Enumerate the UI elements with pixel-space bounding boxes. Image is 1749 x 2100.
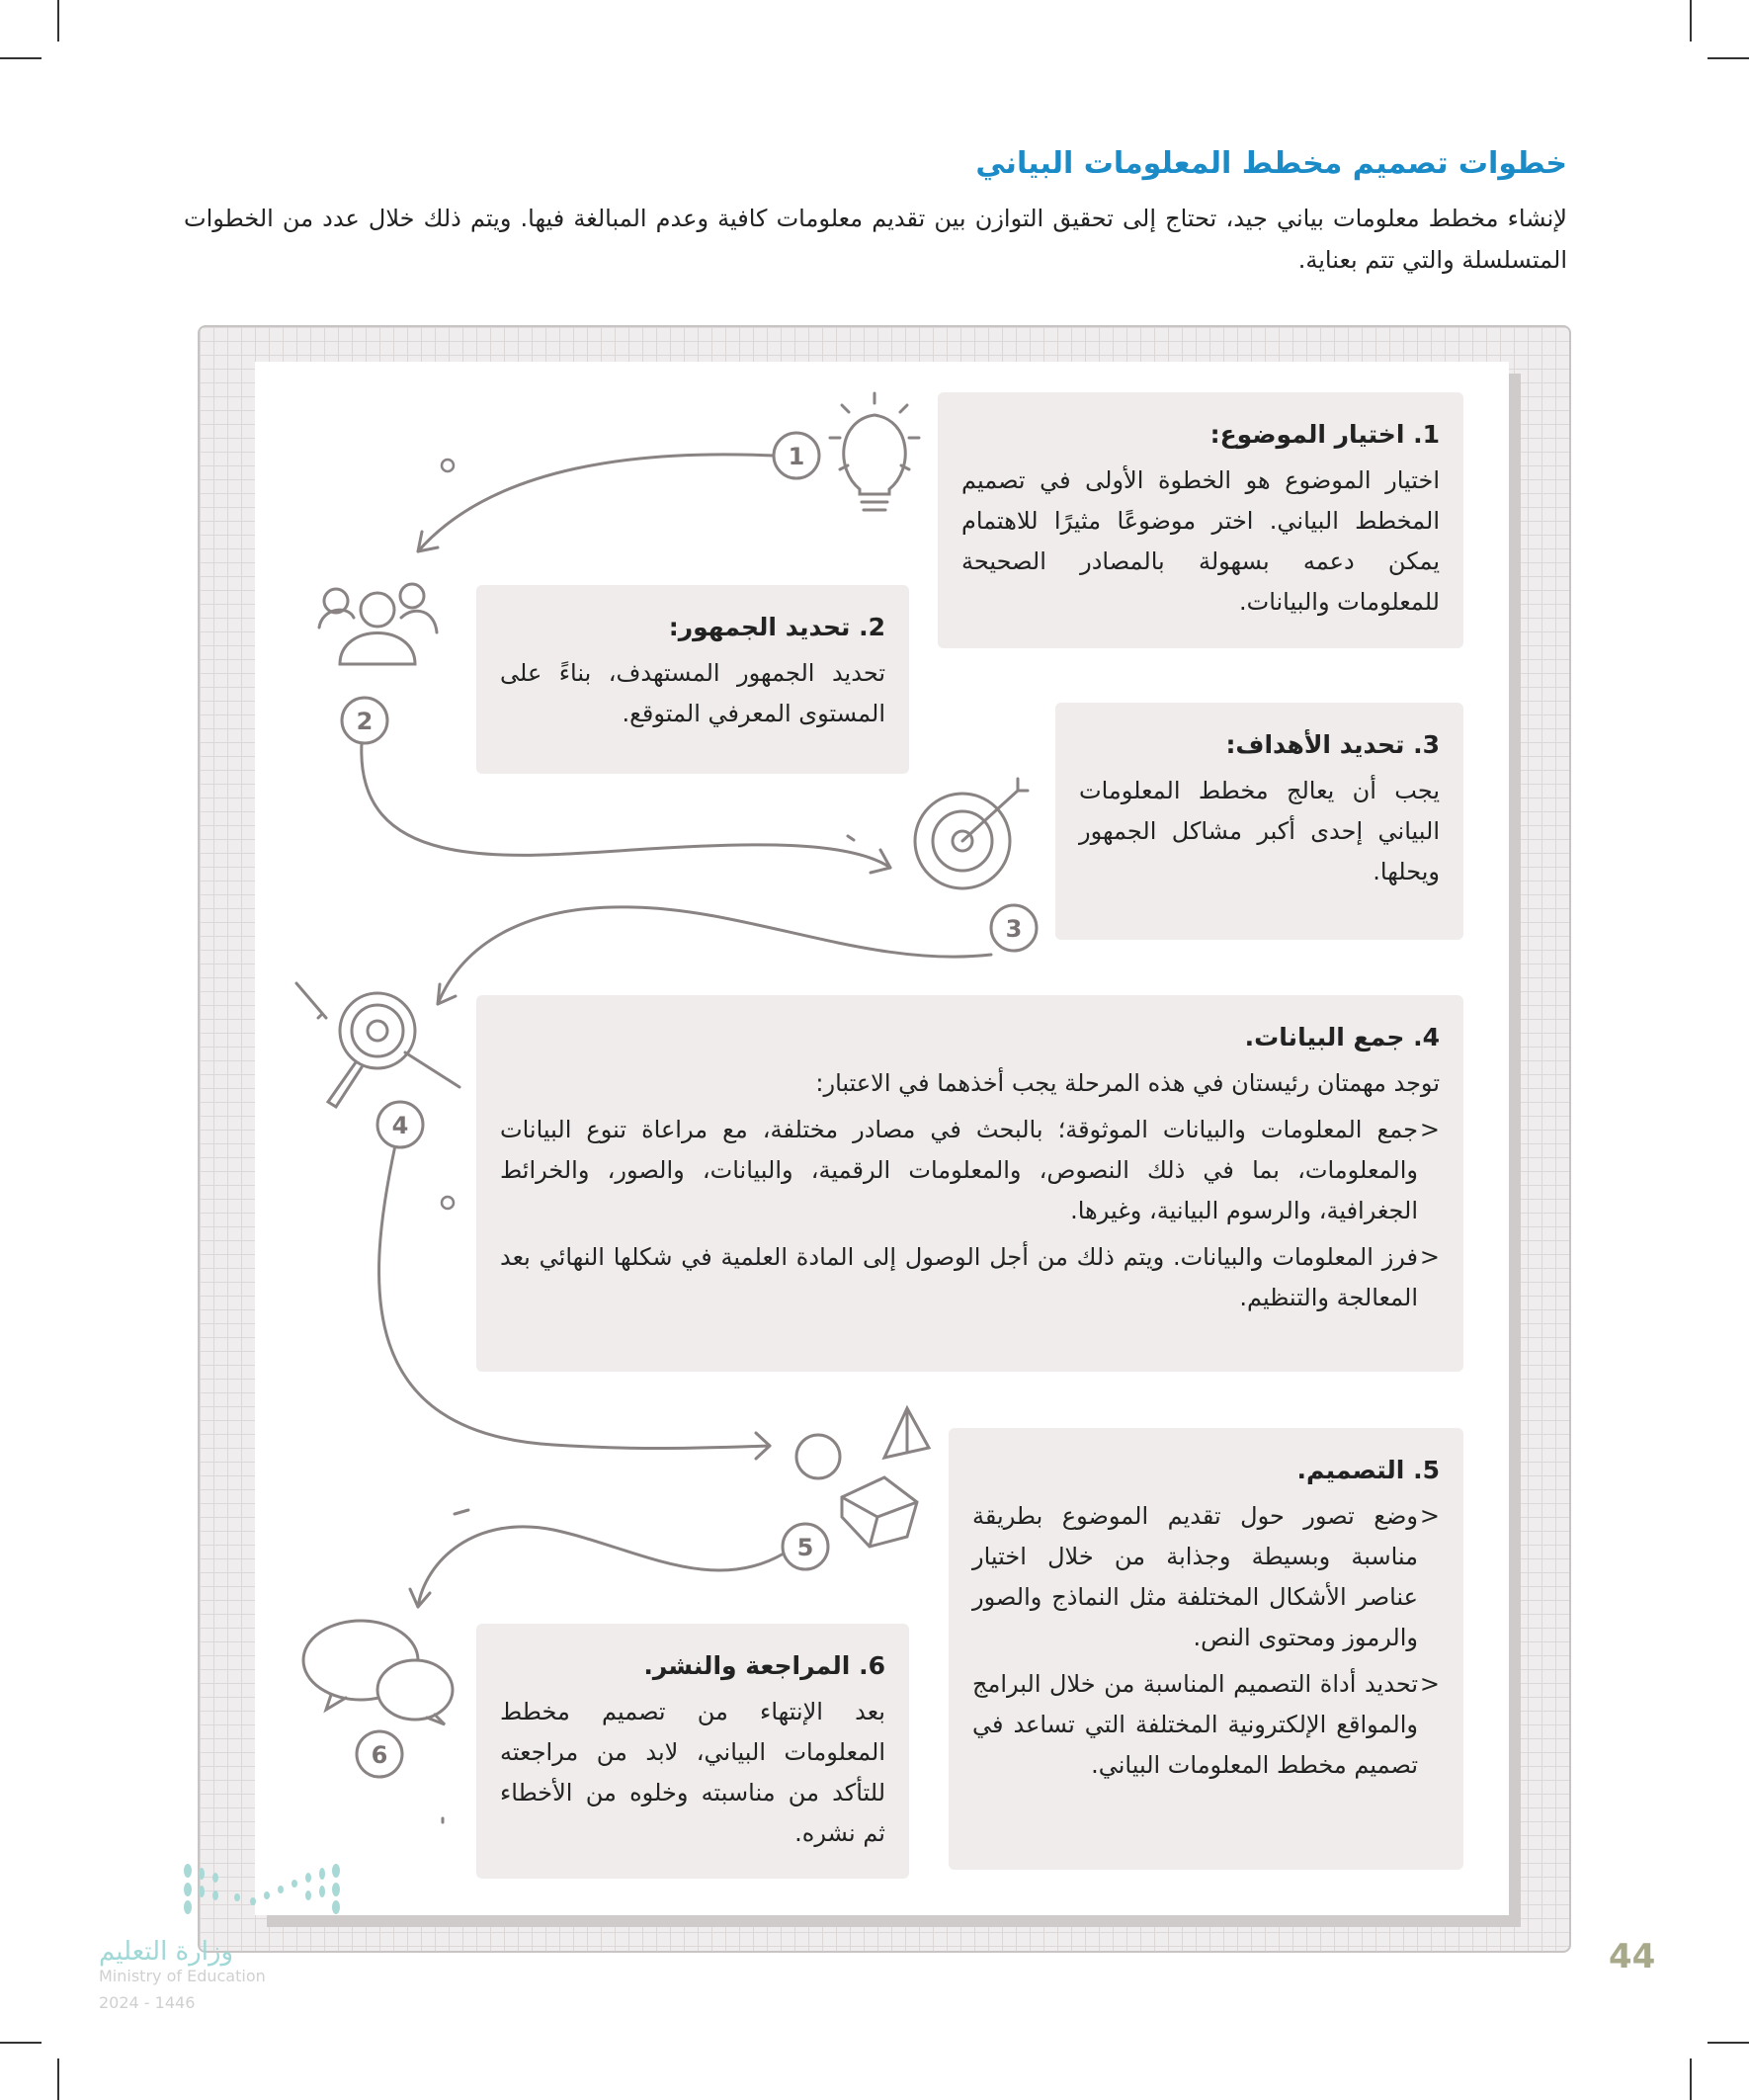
logo-arabic: وزارة التعليم (99, 1937, 234, 1967)
step-title: 2. تحديد الجمهور: (668, 613, 885, 641)
step-title: 6. المراجعة والنشر. (643, 1651, 885, 1680)
ministry-logo (99, 1937, 266, 2012)
intro-paragraph: لإنشاء مخطط معلومات بياني جيد، تحتاج إلى تحقيق التوازن بين تقديم معلومات كافية وعدم المبالغة فيها. ويتم ذلك خلال عدد من الخطوات المتسلسلة والتي تتم بعناية. (184, 205, 1567, 274)
list-item-text: فرز المعلومات والبيانات. ويتم ذلك من أجل الوصول إلى المادة العلمية في شكلها النهائي بعد المعالجة والتنظيم. (500, 1243, 1418, 1311)
step-number-text: 3 (1005, 915, 1023, 943)
bullet-icon: < (1419, 1116, 1440, 1143)
bullet-icon: < (1419, 1502, 1440, 1530)
step-text: تحديد الجمهور المستهدف، بناءً على المستوى المعرفي المتوقع. (500, 659, 885, 727)
list-item-text: جمع المعلومات والبيانات الموثوقة؛ بالبحث في مصادر مختلفة، مع مراعاة تنوع البيانات والمعلومات، بما في ذلك النصوص، والمعلومات الرقمية، والبيانات، والصور، والخرائط الجغرافية، والرسوم البيانية، وغيرها. (500, 1116, 1418, 1224)
year-label: 2024 - 1446 (99, 1993, 196, 2012)
list-item-text: وضع تصور حول تقديم الموضوع بطريقة مناسبة وبسيطة وجذابة من خلال اختيار عناصر الأشكال المختلفة مثل النماذج والصور والرموز ومحتوى النص. (972, 1502, 1418, 1651)
step-number-text: 4 (391, 1112, 409, 1139)
logo-english: Ministry of Education (99, 1967, 266, 1985)
step-number-text: 2 (356, 708, 374, 735)
section-title: خطوات تصميم مخطط المعلومات البياني (975, 146, 1567, 181)
step-number-text: 1 (788, 443, 805, 470)
list-item-text: تحديد أداة التصميم المناسبة من خلال البرامج والمواقع الإلكترونية المختلفة التي تساعد في تصميم مخطط المعلومات البياني. (972, 1670, 1418, 1779)
page-number: 44 (1609, 1937, 1656, 1976)
step-text: بعد الإنتهاء من تصميم مخطط المعلومات البياني، لابد من مراجعته للتأكد من مناسبته وخلوه من الأخطاء ثم نشره. (500, 1698, 885, 1847)
step-text: يجب أن يعالج مخطط المعلومات البياني إحدى أكبر مشاكل الجمهور ويحلها. (1079, 777, 1440, 885)
step-title: 3. تحديد الأهداف: (1225, 730, 1440, 759)
bullet-icon: < (1419, 1670, 1440, 1698)
step-title: 1. اختيار الموضوع: (1209, 420, 1440, 449)
step-title: 4. جمع البيانات. (1244, 1023, 1440, 1051)
step-title: 5. التصميم. (1296, 1456, 1440, 1484)
step-text: توجد مهمتان رئيستان في هذه المرحلة يجب أخذهما في الاعتبار: (815, 1069, 1440, 1097)
step-number-text: 6 (371, 1741, 388, 1769)
step-text: اختيار الموضوع هو الخطوة الأولى في تصميم المخطط البياني. اختر موضوعًا مثيرًا للاهتمام يمكن دعمه بسهولة بالمصادر الصحيحة للمعلومات والبيانات. (961, 466, 1440, 616)
bullet-icon: < (1419, 1243, 1440, 1271)
step-number-text: 5 (796, 1534, 814, 1561)
